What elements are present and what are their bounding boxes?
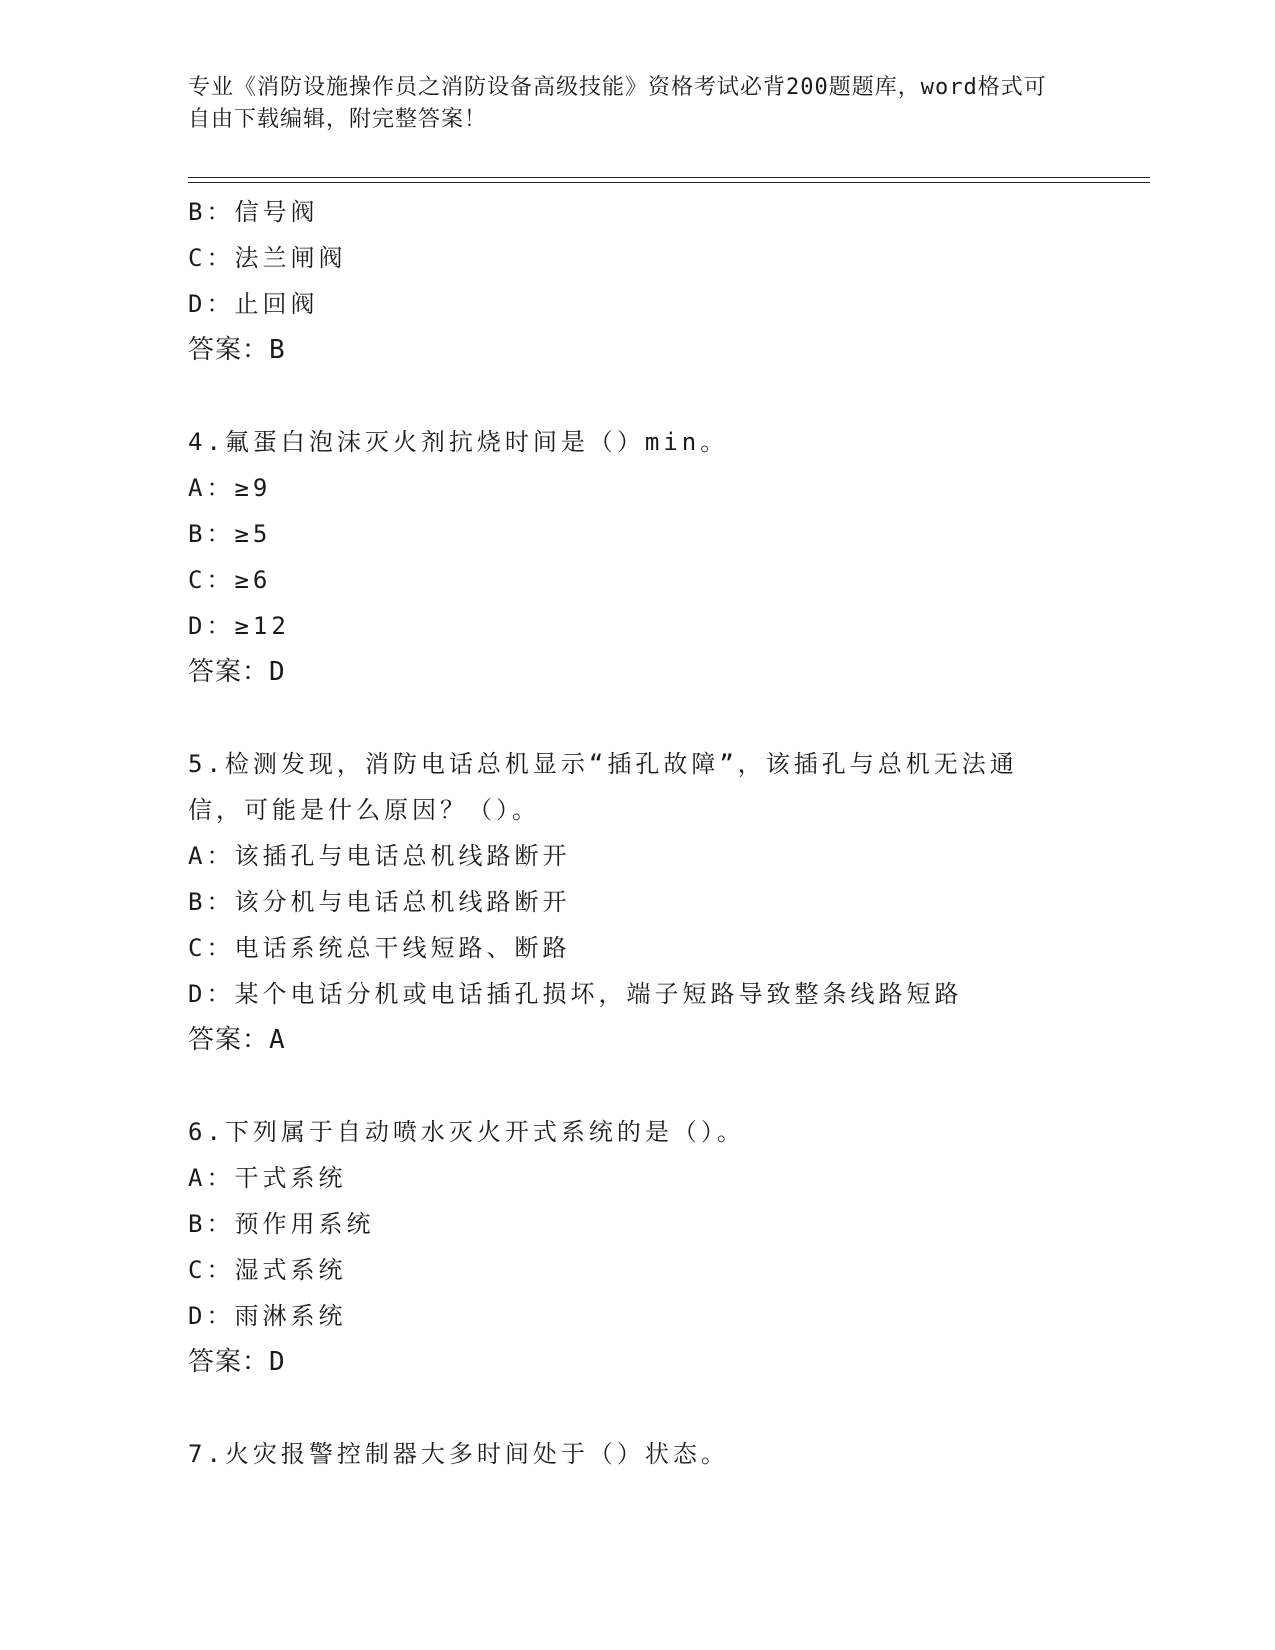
question-4 [188, 419, 1138, 695]
option-b: B：该分机与电话总机线路断开 [188, 888, 571, 916]
answer: 答案：D [188, 657, 286, 687]
header-rule-top [188, 177, 1150, 178]
spacer [188, 1063, 1138, 1109]
option-b: B：预作用系统 [188, 1210, 375, 1238]
spacer [188, 695, 1138, 741]
answer: 答案：A [188, 1025, 286, 1055]
option-c: C：≥6 [188, 566, 272, 594]
question-7 [188, 1431, 1138, 1477]
question-stem: 4.氟蛋白泡沫灭火剂抗烧时间是（）min。 [188, 428, 729, 456]
option-d: D：雨淋系统 [188, 1302, 347, 1330]
option-a: A：干式系统 [188, 1164, 347, 1192]
option-d: D：止回阀 [188, 290, 319, 318]
question-6 [188, 1109, 1138, 1385]
question-list [188, 189, 1138, 1477]
header-rule-bottom [188, 182, 1150, 183]
question-stem: 7.火灾报警控制器大多时间处于（）状态。 [188, 1440, 729, 1468]
spacer [188, 1385, 1138, 1431]
document-header: 专业《消防设施操作员之消防设备高级技能》资格考试必背200题题库，word格式可自由下载编辑，附完整答案！ [188, 75, 1047, 132]
option-a: A：≥9 [188, 474, 272, 502]
question-5 [188, 741, 1138, 1063]
option-c: C：湿式系统 [188, 1256, 347, 1284]
answer: 答案：B [188, 335, 286, 365]
question-stem: 6.下列属于自动喷水灭火开式系统的是（）。 [188, 1118, 745, 1146]
option-d: D：≥12 [188, 612, 290, 640]
option-b: B：信号阀 [188, 198, 319, 226]
spacer [188, 373, 1138, 419]
answer: 答案：D [188, 1347, 286, 1377]
question-3-continuation [188, 189, 1138, 373]
option-d: D：某个电话分机或电话插孔损坏，端子短路导致整条线路短路 [188, 980, 963, 1008]
question-stem: 5.检测发现，消防电话总机显示“插孔故障”，该插孔与总机无法通信，可能是什么原因？（）。 [188, 750, 1018, 824]
option-b: B：≥5 [188, 520, 272, 548]
option-c: C：法兰闸阀 [188, 244, 347, 272]
option-c: C：电话系统总干线短路、断路 [188, 934, 571, 962]
option-a: A：该插孔与电话总机线路断开 [188, 842, 571, 870]
